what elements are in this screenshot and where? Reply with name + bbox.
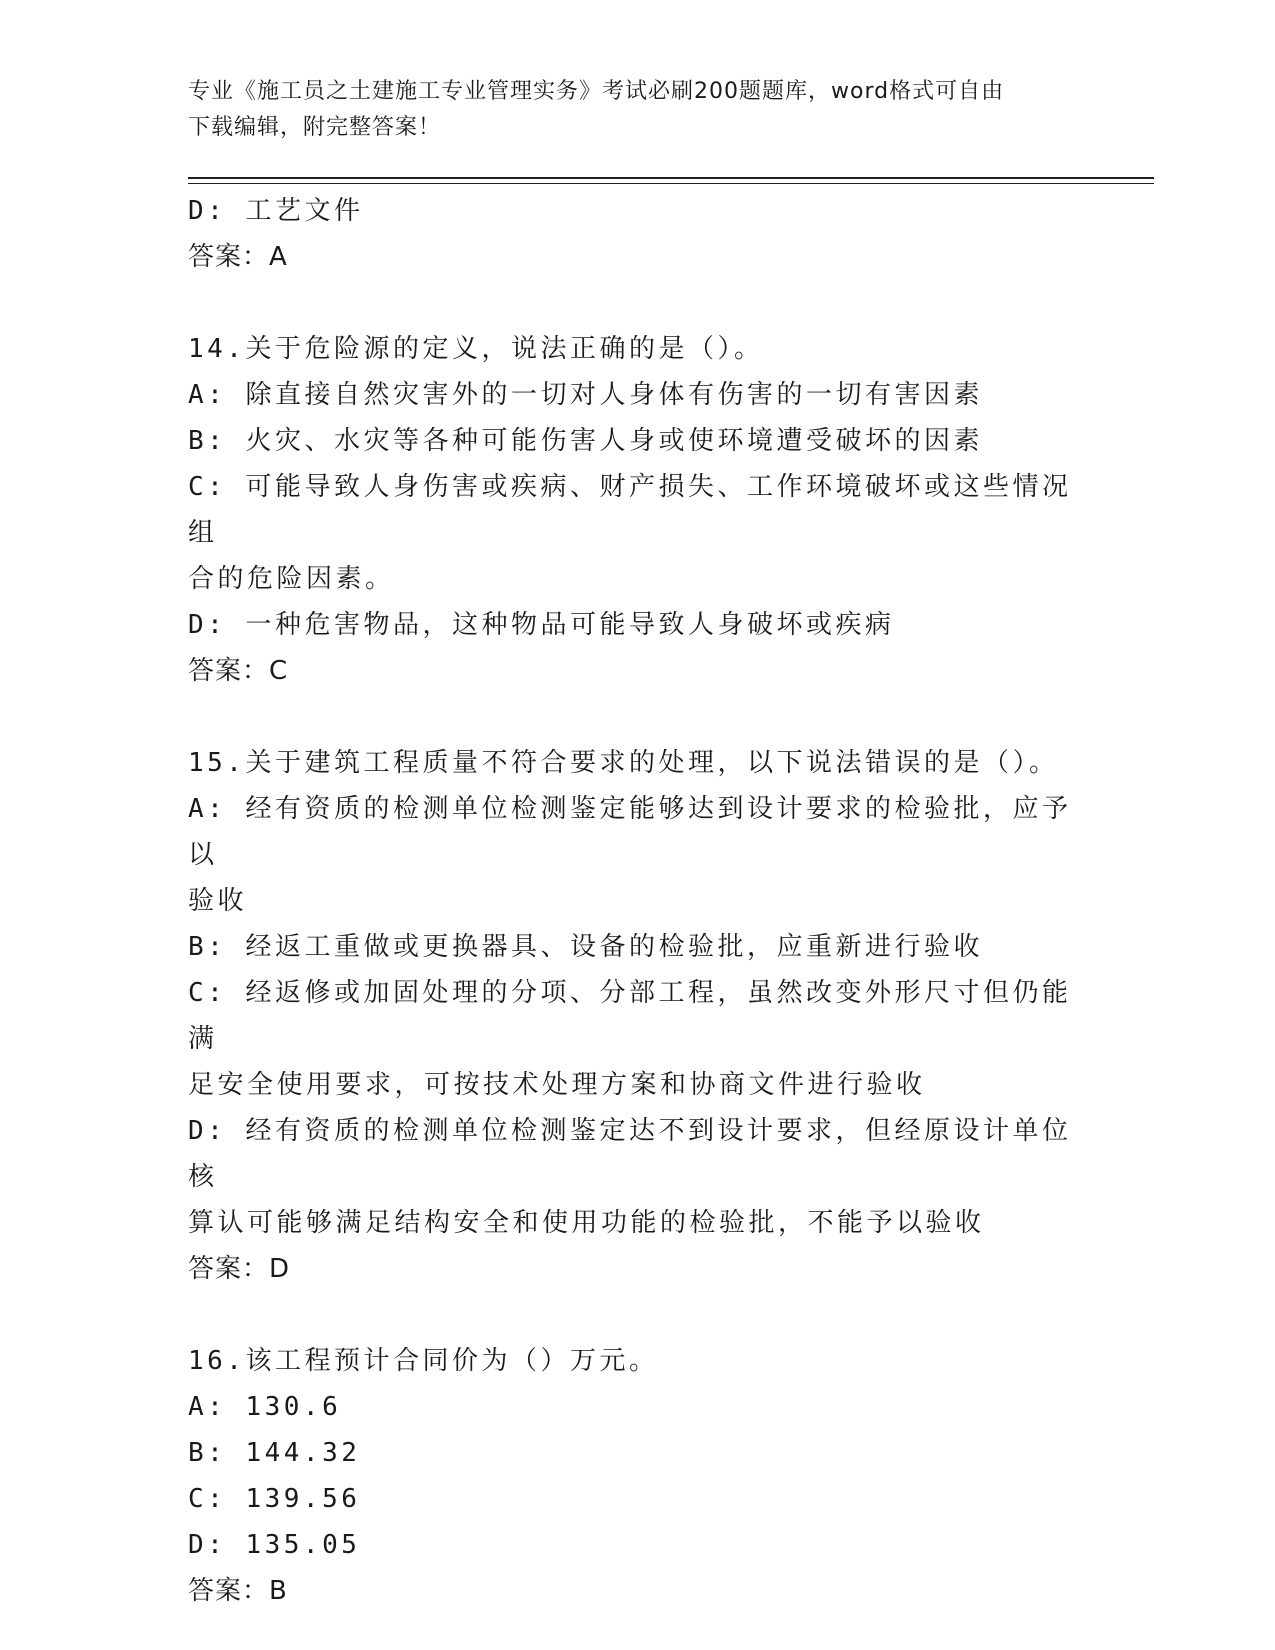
option-c-continued: 合的危险因素。 [188, 564, 395, 594]
question-answer: 答案：D [188, 1254, 291, 1284]
option-c: C: 139.56 [188, 1484, 361, 1514]
option-b: B: 火灾、水灾等各种可能伤害人身或使环境遭受破坏的因素 [188, 426, 983, 456]
option-a: A: 经有资质的检测单位检测鉴定能够达到设计要求的检验批，应予以 [188, 794, 1072, 870]
question-16 [188, 1338, 1088, 1614]
spacer [188, 280, 1088, 326]
question-answer: 答案：B [188, 1576, 288, 1606]
option-d: D: 135.05 [188, 1530, 361, 1560]
header-divider-thin [188, 183, 1154, 184]
spacer [188, 1292, 1088, 1338]
option-b: B: 144.32 [188, 1438, 361, 1468]
option-d-continued: 算认可能够满足结构安全和使用功能的检验批，不能予以验收 [188, 1208, 985, 1238]
question-stem: 14.关于危险源的定义，说法正确的是（）。 [188, 334, 764, 364]
option-d: D: 一种危害物品，这种物品可能导致人身破坏或疾病 [188, 610, 895, 640]
option-c: C: 经返修或加固处理的分项、分部工程，虽然改变外形尺寸但仍能满 [188, 978, 1072, 1054]
question-answer: 答案：C [188, 656, 289, 686]
option-a-continued: 验收 [188, 886, 248, 916]
carryover-answer: 答案：A [188, 242, 288, 272]
question-15 [188, 740, 1088, 1292]
question-list [188, 188, 1088, 1614]
question-stem: 15.关于建筑工程质量不符合要求的处理，以下说法错误的是（）。 [188, 748, 1059, 778]
header-line-1: 专业《施工员之土建施工专业管理实务》考试必刷200题题库，word格式可自由 [188, 79, 1005, 104]
question-14 [188, 326, 1088, 694]
option-c-continued: 足安全使用要求，可按技术处理方案和协商文件进行验收 [188, 1070, 926, 1100]
option-a: A: 除直接自然灾害外的一切对人身体有伤害的一切有害因素 [188, 380, 983, 410]
carryover-option-d: D: 工艺文件 [188, 196, 364, 226]
option-d: D: 经有资质的检测单位检测鉴定达不到设计要求，但经原设计单位核 [188, 1116, 1072, 1192]
header-line-2: 下载编辑，附完整答案！ [188, 115, 442, 140]
question-stem: 16.该工程预计合同价为（）万元。 [188, 1346, 659, 1376]
option-b: B: 经返工重做或更换器具、设备的检验批，应重新进行验收 [188, 932, 983, 962]
document-header [188, 74, 1068, 146]
option-a: A: 130.6 [188, 1392, 342, 1422]
option-c: C: 可能导致人身伤害或疾病、财产损失、工作环境破坏或这些情况组 [188, 472, 1072, 548]
header-divider-thick [188, 177, 1154, 179]
spacer [188, 694, 1088, 740]
